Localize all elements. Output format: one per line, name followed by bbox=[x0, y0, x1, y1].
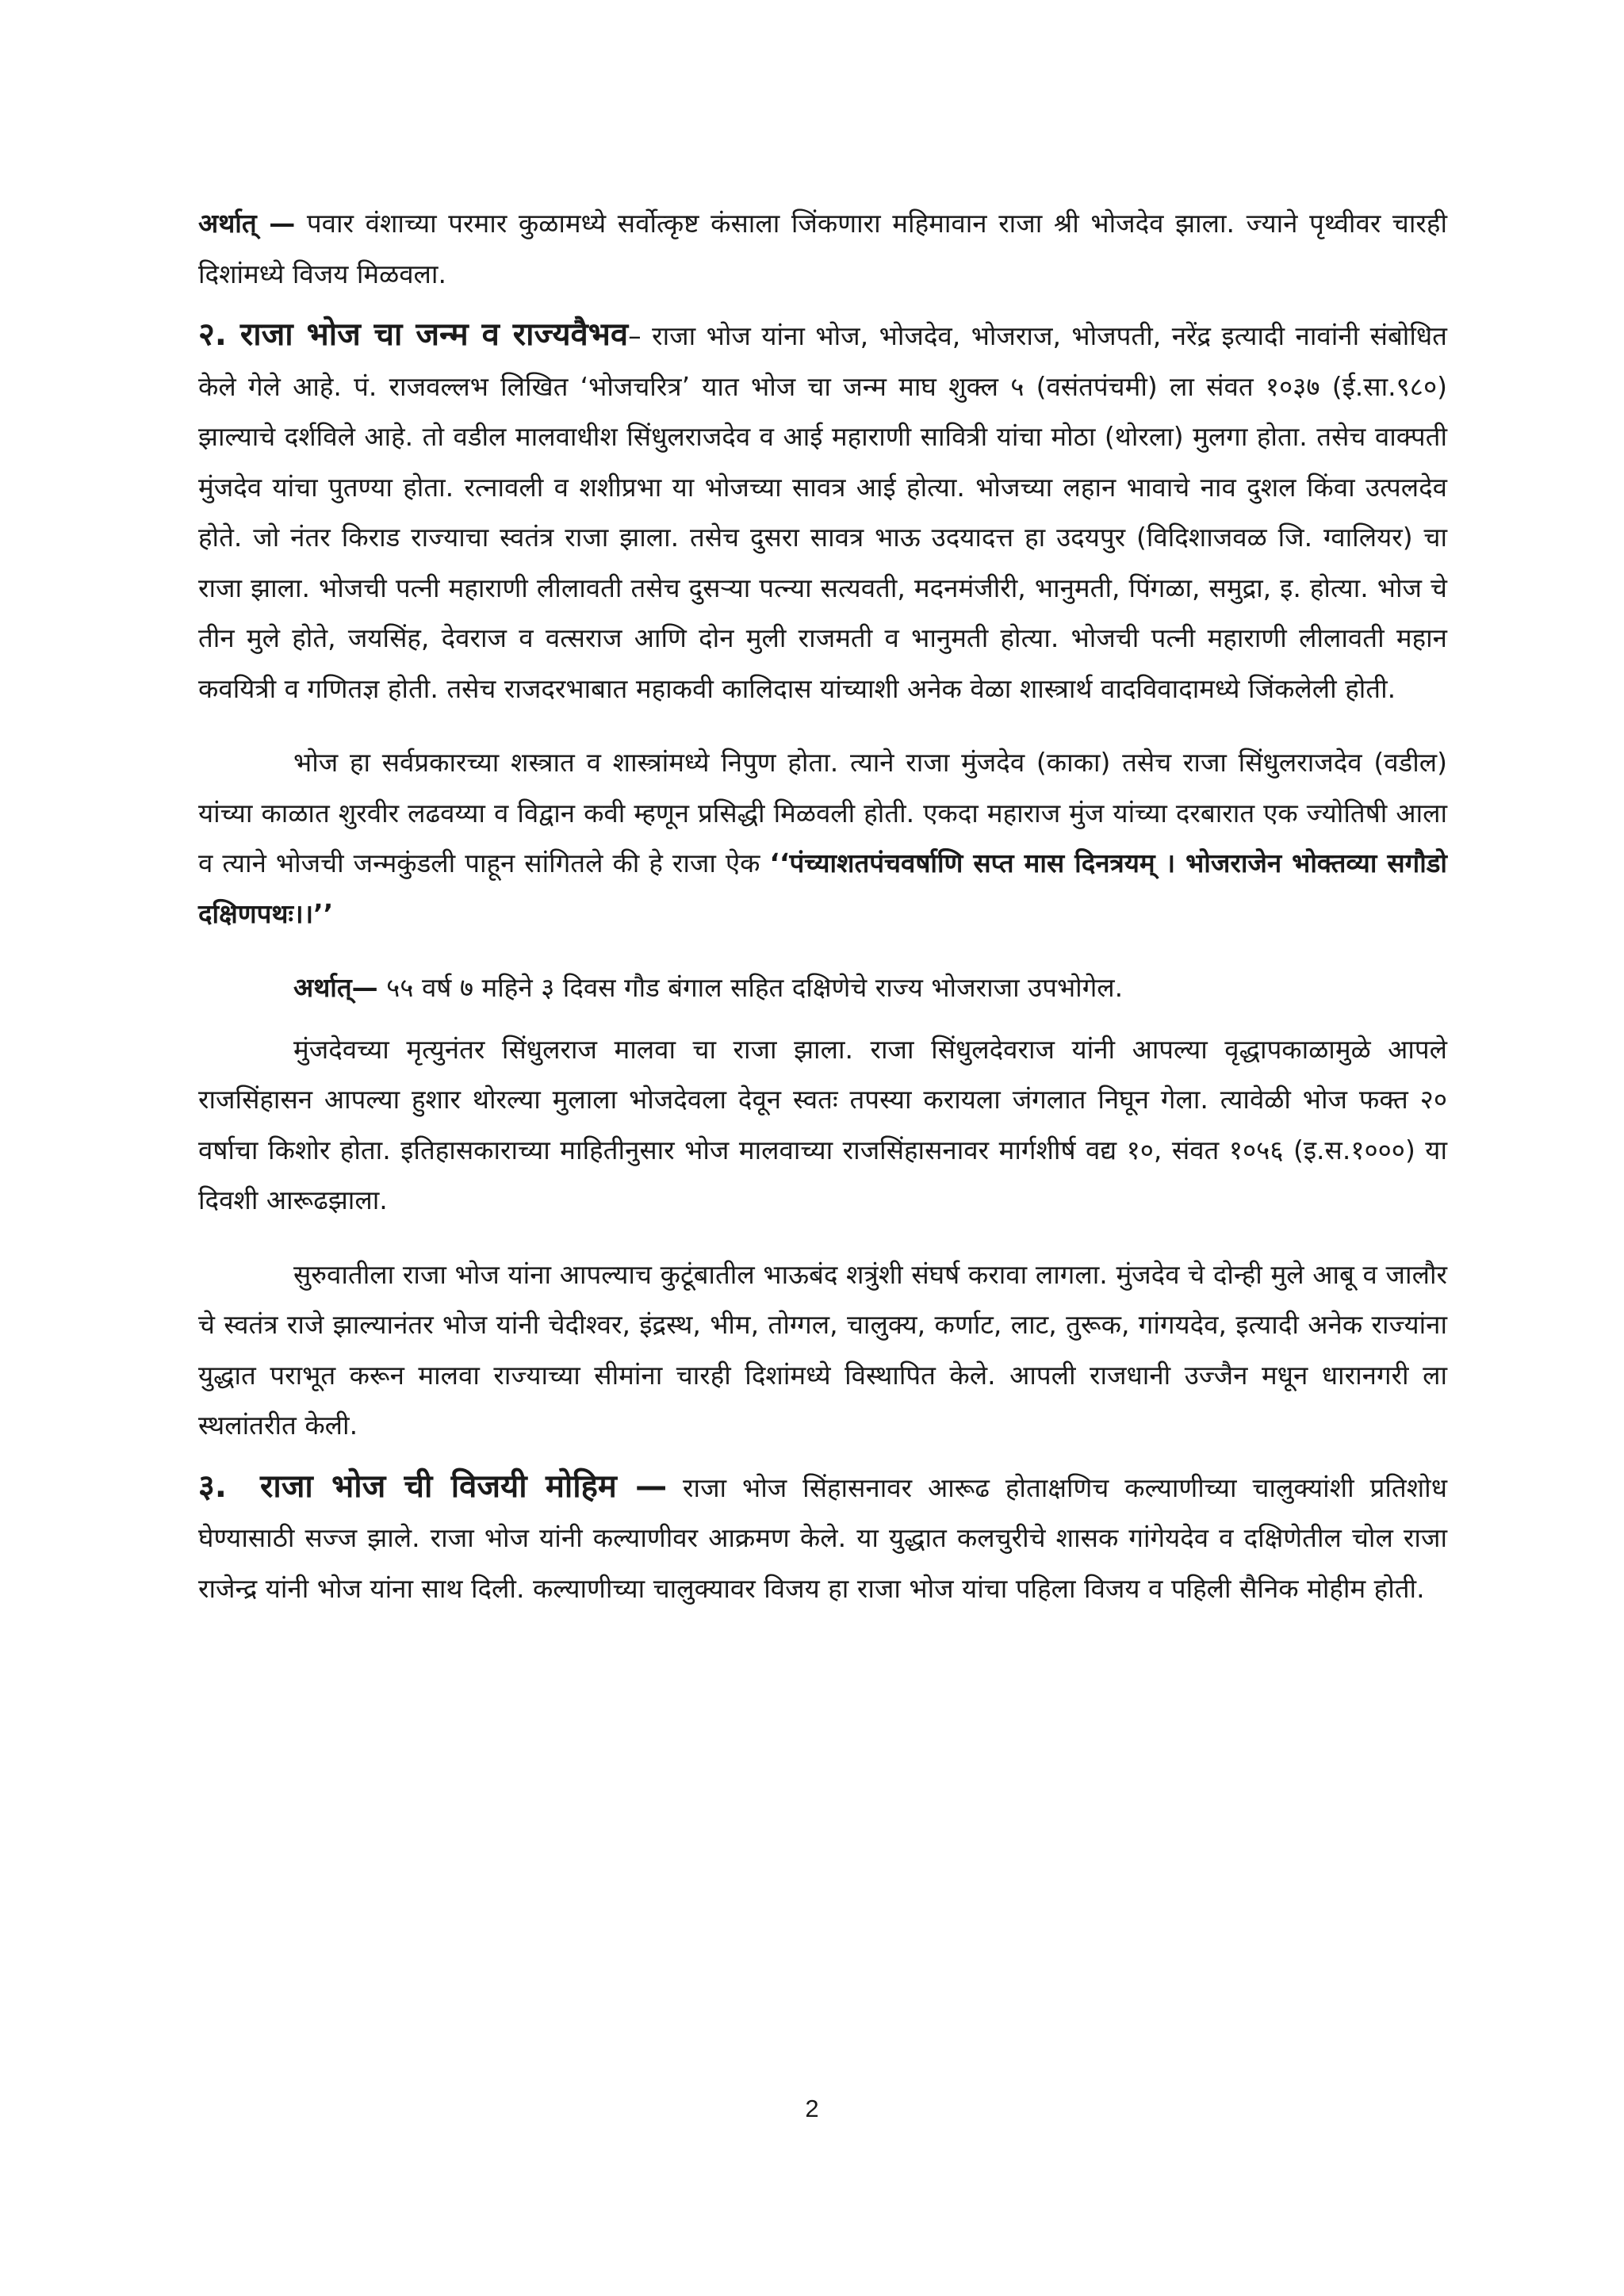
section-3-paragraph bbox=[198, 1462, 1447, 1614]
quote-meaning-label: अर्थात्— bbox=[293, 972, 378, 1003]
sanskrit-quote: ‘‘पंच्याशतपंचवर्षाणि सप्त मास दिनत्रयम् । भोजराजेन भोक्तव्या सगौडो दक्षिणपथः।।’’ bbox=[198, 848, 1447, 929]
meaning-label: अर्थात् — bbox=[198, 208, 296, 239]
paragraph-bhoj-expertise bbox=[198, 737, 1447, 939]
section-3-number: ३. bbox=[198, 1468, 227, 1505]
early-conflicts-text: सुरुवातीला राजा भोज यांना आपल्याच कुटूंबातील भाऊबंद शत्रुंशी संघर्ष करावा लागला. मुंजदेव चे दोन्ही मुले आबू व जालौर चे स्वतंत्र राजे झाल्यानंतर भोज यांनी चेदीश्वर, इंद्रस्थ, भीम, तोग्गल, चालुक्य, कर्णाट, लाट, तुरूक, गांगयदेव, इत्यादी अनेक राज्यांना युद्धात पराभूत करून मालवा राज्याच्या सीमांना चारही दिशांमध्ये विस्थापित केले. आपली राजधानी उज्जैन मधून धारानगरी ला स्थलांतरीत केली. bbox=[198, 1258, 1447, 1441]
meaning-text: पवार वंशाच्या परमार कुळामध्ये सर्वोत्कृष्ट कंसाला जिंकणारा महिमावान राजा श्री भोजदेव झाला. ज्याने पृथ्वीवर चारही दिशांमध्ये विजय मिळवला. bbox=[198, 208, 1447, 289]
paragraph-meaning bbox=[198, 198, 1447, 299]
paragraph-early-conflicts bbox=[198, 1249, 1447, 1451]
section-2-paragraph bbox=[198, 310, 1447, 714]
page-number: 2 bbox=[805, 2095, 819, 2122]
document-body bbox=[198, 198, 1447, 1613]
paragraph-accession bbox=[198, 1024, 1447, 1226]
section-2-heading: २. राजा भोज चा जन्म व राज्यवैभव bbox=[198, 316, 629, 353]
section-3-heading: राजा भोज ची विजयी मोहिम — bbox=[260, 1468, 668, 1505]
quote-meaning-text: ५५ वर्ष ७ महिने ३ दिवस गौड बंगाल सहित दक्षिणेचे राज्य भोजराजा उपभोगेल. bbox=[377, 972, 1124, 1003]
bhoj-expertise-text: भोज हा सर्वप्रकारच्या शस्त्रात व शास्त्रांमध्ये निपुण होता. त्याने राजा मुंजदेव (काका) तसेच राजा सिंधुलराजदेव (वडील) यांच्या काळात शुरवीर लढवय्या व विद्वान कवी म्हणून प्रसिद्धी मिळवली होती. एकदा महाराज मुंज यांच्या दरबारात एक ज्योतिषी आला व त्याने भोजची जन्मकुंडली पाहून सांगितले की हे राजा ऐक bbox=[198, 747, 1447, 878]
paragraph-quote-meaning bbox=[198, 962, 1447, 1013]
section-2-text: – राजा भोज यांना भोज, भोजदेव, भोजराज, भोजपती, नरेंद्र इत्यादी नावांनी संबोधित केले गेले आहे. पं. राजवल्लभ लिखित ‘भोजचरित्र’ यात भोज चा जन्म माघ शुक्ल ५ (वसंतपंचमी) ला संवत १०३७ (ई.सा.९८०) झाल्याचे दर्शविले आहे. तो वडील मालवाधीश सिंधुलराजदेव व आई महाराणी सावित्री यांचा मोठा (थोरला) मुलगा होता. तसेच वाक्पती मुंजदेव यांचा पुतण्या होता. रत्नावली व शशीप्रभा या भोजच्या सावत्र आई होत्या. भोजच्या लहान भावाचे नाव दुशल किंवा उत्पलदेव होते. जो नंतर किराड राज्याचा स्वतंत्र राजा झाला. तसेच दुसरा सावत्र भाऊ उदयादत्त हा उदयपुर (विदिशाजवळ जि. ग्वालियर) चा राजा झाला. भोजची पत्नी महाराणी लीलावती तसेच दुसऱ्या पत्न्या सत्यवती, मदनमंजीरी, भानुमती, पिंगळा, समुद्रा, इ. होत्या. भोज चे तीन मुले होते, जयसिंह, देवराज व वत्सराज आणि दोन मुली राजमती व भानुमती होत्या. भोजची पत्नी महाराणी लीलावती महान कवयित्री व गणितज्ञ होती. तसेच राजदरभाबात महाकवी कालिदास यांच्याशी अनेक वेळा शास्त्रार्थ वादविवादामध्ये जिंकलेली होती. bbox=[198, 320, 1447, 704]
accession-text: मुंजदेवच्या मृत्युनंतर सिंधुलराज मालवा चा राजा झाला. राजा सिंधुलदेवराज यांनी आपल्या वृद्धापकाळामुळे आपले राजसिंहासन आपल्या हुशार थोरल्या मुलाला भोजदेवला देवून स्वतः तपस्या करायला जंगलात निघून गेला. त्यावेळी भोज फक्त २० वर्षाचा किशोर होता. इतिहासकाराच्या माहितीनुसार भोज मालवाच्या राजसिंहासनावर मार्गशीर्ष वद्य १०, संवत १०५६ (इ.स.१०००) या दिवशी आरूढझाला. bbox=[198, 1033, 1447, 1215]
section-3-text: राजा भोज सिंहासनावर आरूढ होताक्षणिच कल्याणीच्या चालुक्यांशी प्रतिशोध घेण्यासाठी सज्ज झाले. राजा भोज यांनी कल्याणीवर आक्रमण केले. या युद्धात कलचुरीचे शासक गांगेयदेव व दक्षिणेतील चोल राजा राजेन्द्र यांनी भोज यांना साथ दिली. कल्याणीच्या चालुक्यावर विजय हा राजा भोज यांचा पहिला विजय व पहिली सैनिक मोहीम होती. bbox=[198, 1471, 1447, 1604]
